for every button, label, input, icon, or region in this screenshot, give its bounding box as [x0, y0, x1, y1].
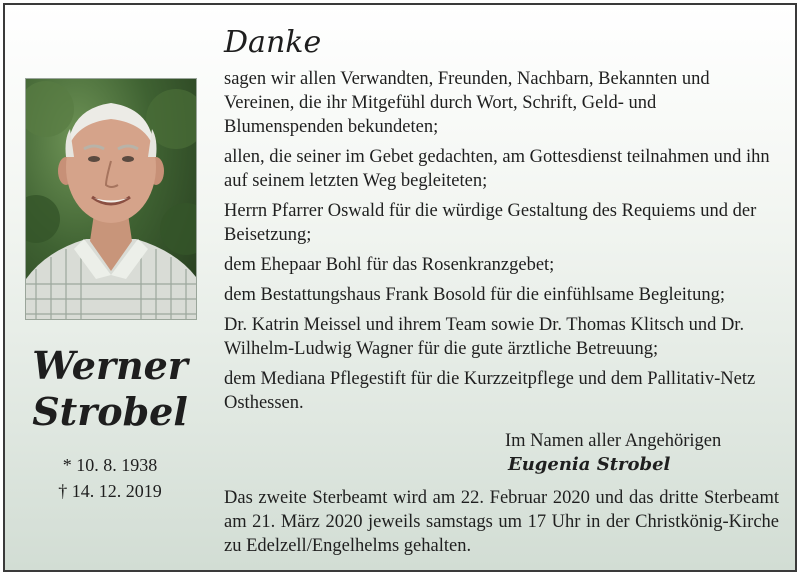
portrait-photo	[25, 78, 197, 320]
last-name: Strobel	[32, 389, 188, 434]
signature-block	[505, 429, 721, 477]
death-date: † 14. 12. 2019	[58, 481, 162, 501]
thanks-paragraph-5: dem Bestattungshaus Frank Bosold für die einfühlsame Begleitung;	[224, 285, 725, 305]
thanks-paragraph-2: allen, die seiner im Gebet gedachten, am Gottesdienst teilnahmen und ihn auf seinem letzten Weg begleiteten;	[224, 147, 770, 191]
thanks-paragraph-4: dem Ehepaar Bohl für das Rosenkranzgebet;	[224, 255, 555, 275]
heading-danke: Danke	[224, 25, 322, 60]
life-dates	[5, 452, 215, 504]
first-name: Werner	[32, 343, 188, 388]
signature-name: Eugenia Strobel	[508, 454, 671, 475]
thanks-text	[224, 67, 779, 421]
signature-intro: Im Namen aller Angehörigen	[505, 431, 722, 451]
thanks-paragraph-6: Dr. Katrin Meissel und ihrem Team sowie Dr. Thomas Klitsch und Dr. Wilhelm-Ludwig Wagner für die gute ärztliche Betreuung;	[224, 315, 745, 359]
obituary-card	[3, 3, 797, 572]
portrait-illustration	[26, 79, 196, 319]
thanks-paragraph-3: Herrn Pfarrer Oswald für die würdige Gestaltung des Requiems und der Beisetzung;	[224, 201, 757, 245]
birth-date: * 10. 8. 1938	[62, 455, 158, 475]
mass-announcement: Das zweite Sterbeamt wird am 22. Februar 2020 und das dritte Sterbeamt am 21. März 2020 jeweils samstags um 17 Uhr in der Christkönig-Kirche zu Edelzell/Engelhelms gehalten.	[224, 488, 779, 556]
thanks-paragraph-1: sagen wir allen Verwandten, Freunden, Nachbarn, Bekannten und Vereinen, die ihr Mitgefühl durch Wort, Schrift, Geld- und Blumenspenden bekundeten;	[224, 69, 710, 137]
thanks-paragraph-7: dem Mediana Pflegestift für die Kurzzeitpflege und dem Pallitativ-Netz Osthessen.	[224, 369, 756, 413]
deceased-name	[5, 343, 215, 435]
